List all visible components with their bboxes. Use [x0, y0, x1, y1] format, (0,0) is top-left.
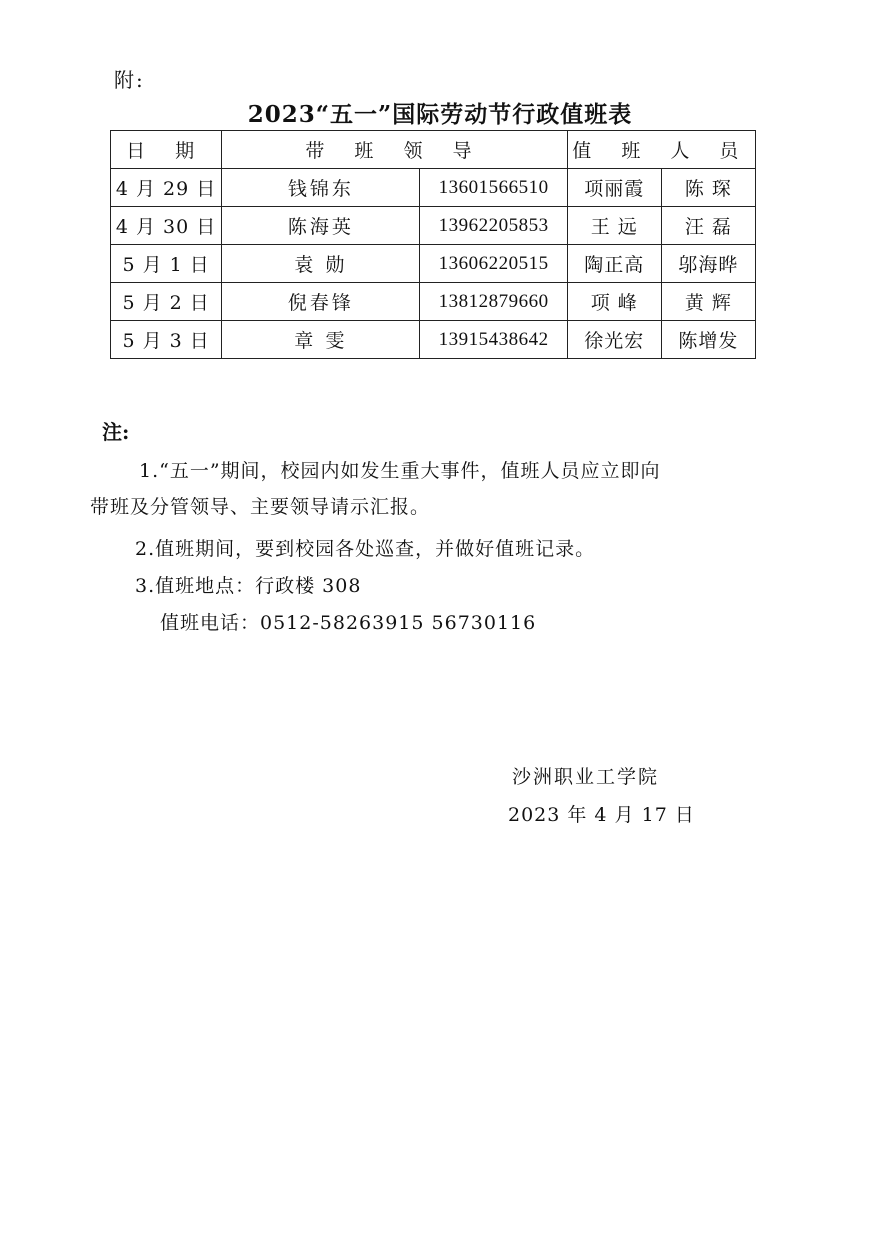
row-staff-1: 王 远: [567, 207, 661, 245]
row-date: 4 月 29 日: [111, 169, 222, 207]
note-item-3: 3.值班地点：行政楼 308: [135, 575, 362, 597]
row-leader: 陈海英: [222, 207, 420, 245]
row-phone: 13915438642: [420, 321, 567, 359]
note-item-1-line-2: 带班及分管领导、主要领导请示汇报。: [90, 496, 431, 518]
row-staff-2: 陈 琛: [661, 169, 755, 207]
row-staff-2: 邬海晔: [661, 245, 755, 283]
table-header-row: [111, 131, 756, 169]
row-leader: 袁 勋: [222, 245, 420, 283]
note-item-2: 2.值班期间，要到校园各处巡查，并做好值班记录。: [135, 538, 596, 560]
row-phone: 13601566510: [420, 169, 567, 207]
header-date: 日 期: [111, 131, 222, 169]
document-title: 2023“五一”国际劳动节行政值班表: [247, 101, 633, 128]
header-leader: 带 班 领 导: [222, 131, 568, 169]
signature-organization: 沙洲职业工学院: [512, 766, 660, 788]
row-staff-2: 陈增发: [661, 321, 755, 359]
row-date: 5 月 2 日: [111, 283, 222, 321]
table-row: [111, 169, 756, 207]
table-row: [111, 283, 756, 321]
row-staff-1: 项 峰: [567, 283, 661, 321]
table-row: [111, 321, 756, 359]
row-date: 5 月 1 日: [111, 245, 222, 283]
table-row: [111, 245, 756, 283]
row-staff-2: 黄 辉: [661, 283, 755, 321]
row-phone: 13812879660: [420, 283, 567, 321]
duty-roster-table: [110, 130, 756, 359]
row-phone: 13606220515: [420, 245, 567, 283]
row-leader: 章 雯: [222, 321, 420, 359]
note-item-1-line-1: 1.“五一”期间，校园内如发生重大事件，值班人员应立即向: [139, 460, 661, 482]
row-staff-1: 徐光宏: [567, 321, 661, 359]
row-date: 5 月 3 日: [111, 321, 222, 359]
row-leader: 倪春锋: [222, 283, 420, 321]
row-staff-1: 项丽霞: [567, 169, 661, 207]
note-duty-phone: 值班电话：0512-58263915 56730116: [160, 612, 537, 634]
table-row: [111, 207, 756, 245]
row-staff-1: 陶正高: [567, 245, 661, 283]
row-phone: 13962205853: [420, 207, 567, 245]
notes-heading: 注:: [102, 420, 130, 444]
attachment-label: 附:: [114, 68, 145, 92]
signature-date: 2023 年 4 月 17 日: [508, 804, 695, 826]
header-staff: 值 班 人 员: [567, 131, 755, 169]
row-date: 4 月 30 日: [111, 207, 222, 245]
row-staff-2: 汪 磊: [661, 207, 755, 245]
row-leader: 钱锦东: [222, 169, 420, 207]
